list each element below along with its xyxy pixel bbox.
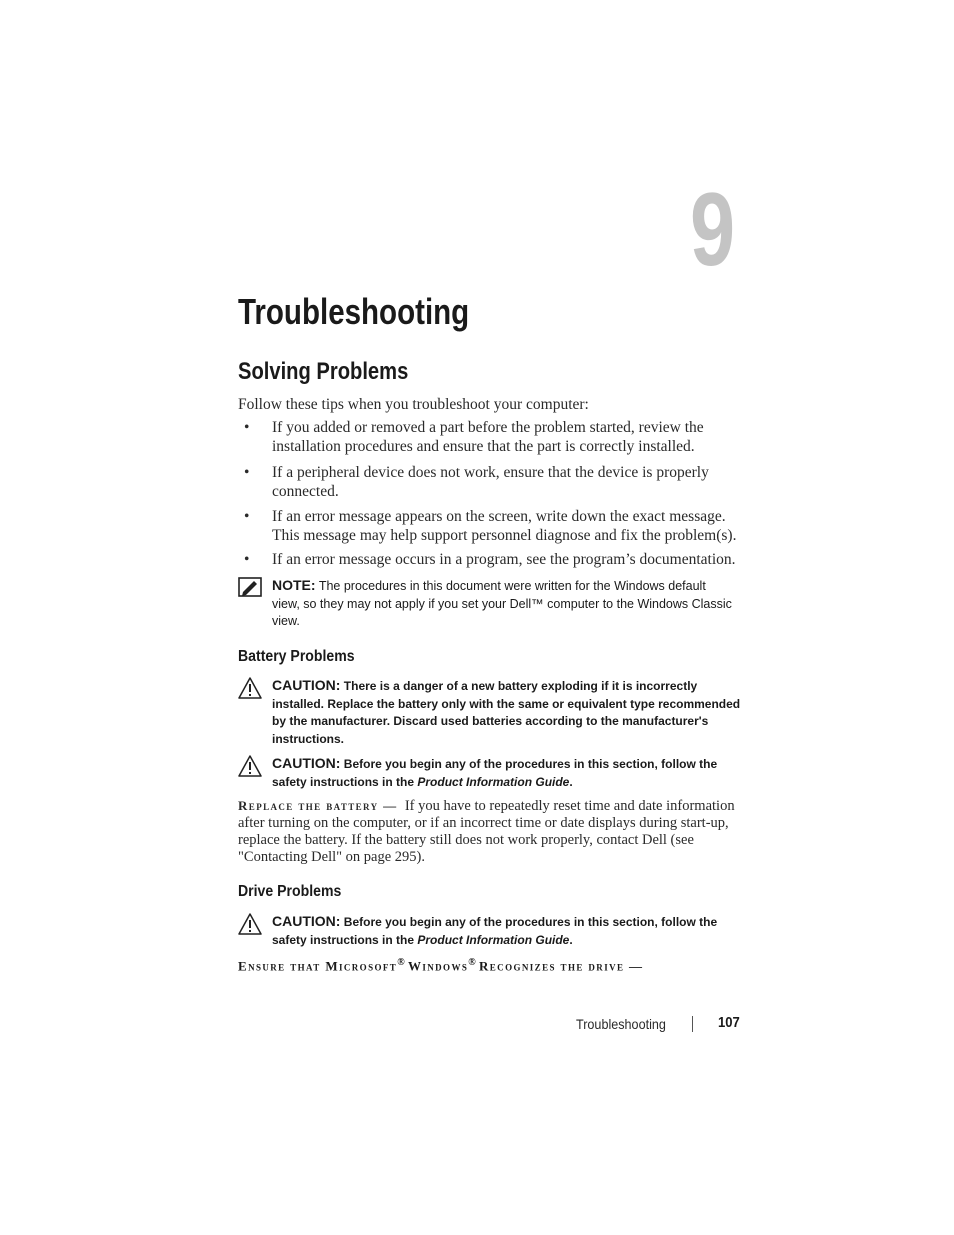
replace-line: "Contacting Dell" on page 295). xyxy=(238,849,426,865)
replace-line: after turning on the computer, or if an incorrect time or date displays during start-up, xyxy=(238,815,729,831)
section-title-text: Solving Problems xyxy=(238,358,409,385)
caution-line-suffix: . xyxy=(569,774,573,789)
caution-line-prefix: safety instructions in the xyxy=(272,774,418,789)
chapter-title xyxy=(238,292,520,332)
caution-label: CAUTION: xyxy=(272,677,341,693)
drive-heading xyxy=(238,883,355,901)
caution-line: instructions. xyxy=(272,731,345,746)
page-number xyxy=(718,1015,742,1031)
footer-separator xyxy=(692,1016,693,1032)
caution-label: CAUTION: xyxy=(272,755,341,771)
bullet-symbol: • xyxy=(244,508,250,525)
registered-mark: ® xyxy=(397,957,405,968)
bullet-line: If an error message appears on the screen, write down the exact message. xyxy=(272,508,726,525)
footer-section-label xyxy=(576,1016,676,1032)
bullet-symbol: • xyxy=(244,551,250,568)
caution-line: installed. Replace the battery only with the same or equivalent type recommended xyxy=(272,696,741,711)
caution-icon xyxy=(238,913,262,935)
bullet-symbol: • xyxy=(244,464,250,481)
caution-label: CAUTION: xyxy=(272,913,341,929)
ensure-part: Windows xyxy=(407,958,469,974)
bullet-line: installation procedures and ensure that the part is correctly installed. xyxy=(272,438,695,455)
drive-heading-text: Drive Problems xyxy=(238,883,342,900)
pencil-note-icon xyxy=(238,577,262,597)
replace-line: If you have to repeatedly reset time and date information xyxy=(404,798,735,814)
battery-heading xyxy=(238,648,371,666)
caution-line: Before you begin any of the procedures in this section, follow the xyxy=(343,915,718,929)
section-title xyxy=(238,358,441,386)
note-line: The procedures in this document were written for the Windows default xyxy=(318,579,706,593)
caution-line: There is a danger of a new battery exploding if it is incorrectly xyxy=(343,679,698,693)
caution-line: Before you begin any of the procedures in this section, follow the xyxy=(343,757,718,771)
page-number-text: 107 xyxy=(718,1015,740,1031)
caution-line-prefix: safety instructions in the xyxy=(272,932,418,947)
bullet-line: connected. xyxy=(272,483,339,500)
replace-battery-runin: Replace the battery — xyxy=(238,798,398,813)
product-guide-title: Product Information Guide xyxy=(417,932,570,947)
bullet-line: This message may help support personnel diagnose and fix the problem(s). xyxy=(272,527,737,544)
product-guide-title: Product Information Guide xyxy=(417,774,570,789)
registered-mark: ® xyxy=(468,957,476,968)
ensure-part: Recognizes the drive — xyxy=(478,958,644,974)
caution-line: by the manufacturer. Discard used batteries according to the manufacturer's xyxy=(272,714,709,728)
footer-label-text: Troubleshooting xyxy=(576,1016,666,1032)
bullet-line: If a peripheral device does not work, ensure that the device is properly xyxy=(272,464,709,481)
ensure-part: Ensure that Microsoft xyxy=(238,958,398,974)
chapter-number: 9 xyxy=(690,172,736,288)
replace-battery-paragraph xyxy=(238,797,738,866)
bullet-line: If you added or removed a part before the problem started, review the xyxy=(272,419,704,436)
note-label: NOTE: xyxy=(272,577,316,593)
chapter-title-text: Troubleshooting xyxy=(238,291,470,332)
caution-icon xyxy=(238,677,262,699)
bullet-symbol: • xyxy=(244,419,250,436)
bullet-line: If an error message occurs in a program, see the program’s documentation. xyxy=(272,551,736,568)
note-line: view. xyxy=(272,614,300,628)
battery-heading-text: Battery Problems xyxy=(238,648,355,665)
caution-icon xyxy=(238,755,262,777)
ensure-windows-runin xyxy=(238,957,643,974)
note-line: view, so they may not apply if you set your Dell™ computer to the Windows Classic xyxy=(272,596,732,611)
caution-line-suffix: . xyxy=(569,932,573,947)
intro-paragraph: Follow these tips when you troubleshoot your computer: xyxy=(238,396,589,413)
replace-line: replace the battery. If the battery still does not work properly, contact Dell (see xyxy=(238,832,694,848)
